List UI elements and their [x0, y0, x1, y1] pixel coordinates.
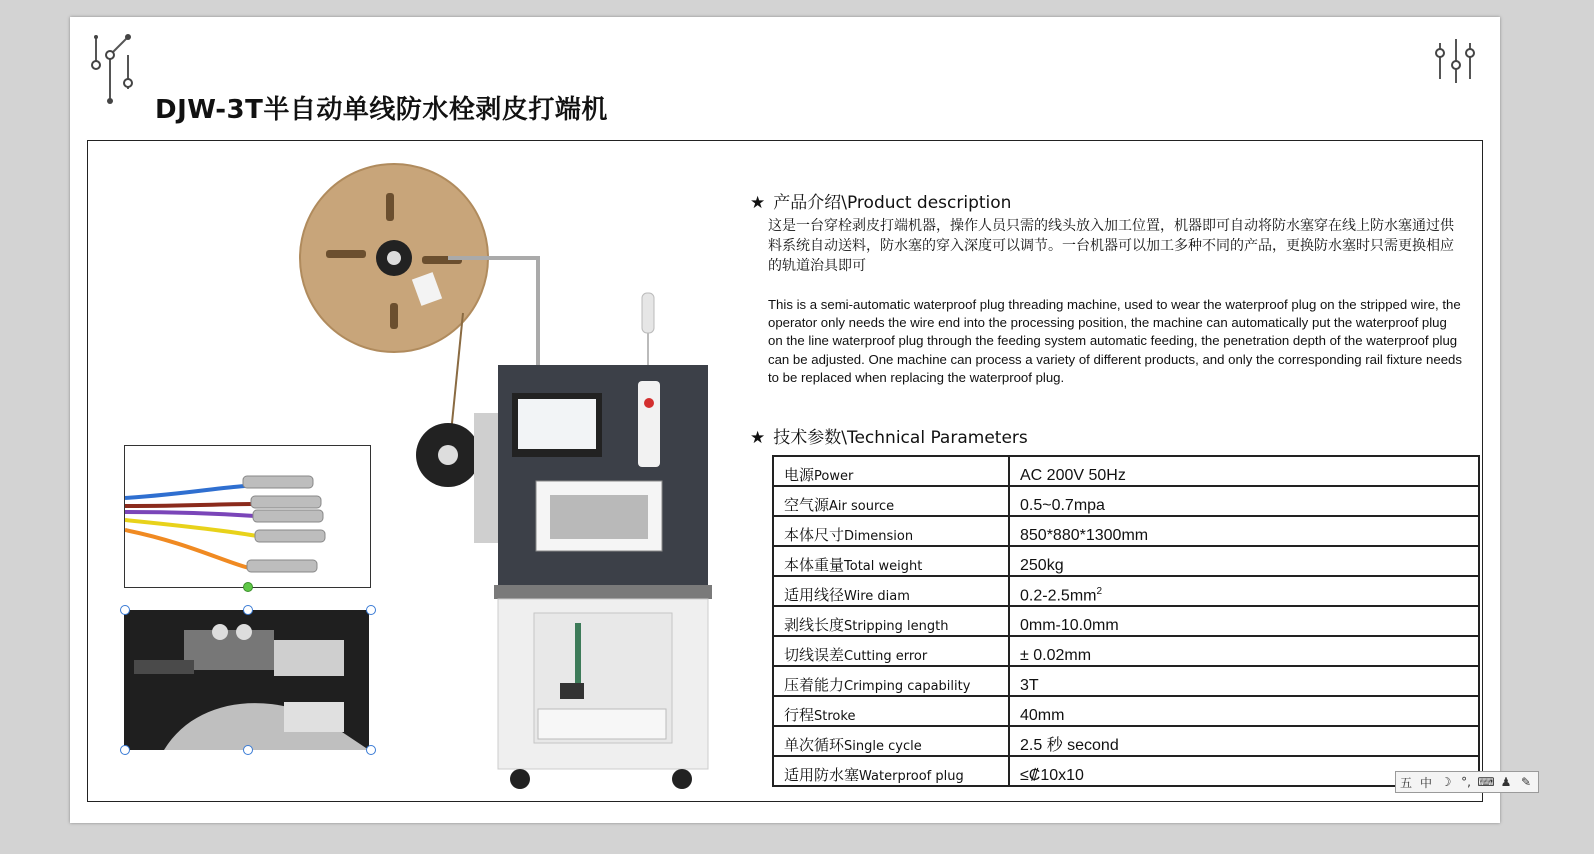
ime-toolbar-item[interactable]: ✎	[1520, 775, 1532, 789]
parameter-value-text: ± 0.02mm	[1020, 647, 1092, 664]
parameter-value-text: 3T	[1020, 677, 1039, 694]
parameter-value-text: 2.5 秒 second	[1020, 737, 1119, 754]
ime-toolbar-item[interactable]: 中	[1419, 775, 1432, 790]
parameter-row	[773, 546, 1479, 576]
wire-sample-graphic	[125, 446, 370, 587]
parameter-key-en: Power	[814, 469, 854, 484]
parameter-key-en: Stripping length	[844, 619, 949, 634]
parameter-key-en: Total weight	[844, 559, 923, 574]
selection-handle-icon[interactable]	[366, 605, 376, 615]
rotate-handle-icon[interactable]	[243, 582, 253, 592]
selection-handle-icon[interactable]	[366, 745, 376, 755]
parameter-value-text: 0mm-10.0mm	[1020, 617, 1119, 634]
parameter-value-text: 40mm	[1020, 707, 1065, 724]
parameter-key	[773, 486, 1009, 516]
parameter-value	[1009, 636, 1479, 666]
ime-toolbar-item[interactable]: ♟	[1500, 775, 1512, 789]
parameter-value	[1009, 576, 1479, 606]
selection-handle-icon[interactable]	[243, 745, 253, 755]
parameter-key-en: Crimping capability	[844, 679, 971, 694]
ime-toolbar[interactable]	[1395, 771, 1539, 793]
parameter-key-cn: 压着能力	[784, 676, 845, 694]
parameter-key-cn: 电源	[784, 466, 815, 484]
parameter-key	[773, 666, 1009, 696]
star-icon: ★	[750, 428, 766, 448]
parameter-value-text: 850*880*1300mm	[1020, 527, 1149, 544]
ime-toolbar-item[interactable]: 五	[1399, 775, 1412, 790]
wire-sample-image	[124, 445, 371, 588]
parameter-value	[1009, 666, 1479, 696]
parameter-key	[773, 576, 1009, 606]
parameter-value-text: ≤₡10x10	[1020, 767, 1084, 784]
parameter-row	[773, 576, 1479, 606]
parameter-row	[773, 486, 1479, 516]
selection-handle-icon[interactable]	[120, 605, 130, 615]
parameter-row	[773, 636, 1479, 666]
parameters-table	[772, 455, 1480, 787]
circuit-decoration-right-icon	[1432, 37, 1478, 85]
parameter-key	[773, 636, 1009, 666]
parameter-key	[773, 606, 1009, 636]
parameter-key	[773, 516, 1009, 546]
parameter-key-cn: 本体重量	[784, 556, 845, 574]
product-description-heading	[750, 188, 1011, 213]
parameter-value	[1009, 606, 1479, 636]
star-icon: ★	[750, 193, 766, 213]
parameter-value	[1009, 456, 1479, 486]
parameter-key-cn: 单次循环	[784, 736, 845, 754]
parameter-key	[773, 546, 1009, 576]
parameter-key	[773, 696, 1009, 726]
parameter-key-cn: 空气源	[784, 496, 830, 514]
parameter-row	[773, 696, 1479, 726]
parameter-row	[773, 756, 1479, 786]
parameter-value-superscript: 2	[1096, 585, 1103, 597]
parameter-row	[773, 516, 1479, 546]
mechanism-detail-graphic	[124, 610, 369, 750]
parameter-row	[773, 606, 1479, 636]
circuit-decoration-left-icon	[88, 29, 138, 105]
parameter-key-en: Waterproof plug	[859, 769, 964, 784]
parameter-key	[773, 756, 1009, 786]
slide-title: DJW-3T半自动单线防水栓剥皮打端机	[155, 95, 608, 125]
parameter-row	[773, 666, 1479, 696]
parameter-key	[773, 456, 1009, 486]
parameter-row	[773, 456, 1479, 486]
mechanism-detail-image[interactable]	[124, 610, 369, 750]
selection-handle-icon[interactable]	[120, 745, 130, 755]
parameter-key-cn: 切线误差	[784, 646, 845, 664]
technical-parameters-heading-text: 技术参数\Technical Parameters	[773, 428, 1028, 448]
product-description-cn: 这是一台穿栓剥皮打端机器，操作人员只需的线头放入加工位置，机器即可自动将防水塞穿在线上防水塞通过供料系统自动送料，防水塞的穿入深度可以调节。一台机器可以加工多种不同的产品，更换防水塞时只需更换相应的轨道治具即可	[768, 218, 1454, 274]
ime-toolbar-item[interactable]: ☽	[1440, 775, 1452, 789]
parameter-key-en: Single cycle	[844, 739, 922, 754]
parameter-value	[1009, 726, 1479, 756]
parameter-key-cn: 行程	[784, 706, 815, 724]
parameter-value	[1009, 696, 1479, 726]
parameter-value	[1009, 486, 1479, 516]
product-description-en: This is a semi-automatic waterproof plug threading machine, used to wear the waterproof plug on the stripped wire, the operator only needs the wire end into the processing position, the machine can automatically put the waterproof plug on the line waterproof plug through the feeding system automatic feeding, the penetration depth of the waterproof plug can be adjusted. One machine can process a variety of different products, and only the corresponding rail fixture needs to be replaced when replacing the waterproof plug.	[768, 297, 1462, 385]
parameter-value-text: 0.2-2.5mm	[1020, 587, 1097, 604]
parameter-value	[1009, 516, 1479, 546]
parameter-value-text: 0.5~0.7mpa	[1020, 497, 1105, 514]
ime-toolbar-item[interactable]: ⌨	[1477, 775, 1495, 789]
parameter-value-text: 250kg	[1020, 557, 1064, 574]
parameter-key-cn: 适用防水塞	[784, 766, 860, 784]
parameter-row	[773, 726, 1479, 756]
technical-parameters-heading	[750, 423, 1028, 448]
parameter-value-text: AC 200V 50Hz	[1020, 467, 1126, 484]
parameter-key-en: Wire diam	[844, 589, 910, 604]
parameter-key	[773, 726, 1009, 756]
parameter-key-en: Dimension	[844, 529, 914, 544]
parameter-key-cn: 适用线径	[784, 586, 845, 604]
slide	[70, 17, 1500, 823]
selection-handle-icon[interactable]	[243, 605, 253, 615]
parameter-key-en: Air source	[829, 499, 895, 514]
ime-toolbar-item[interactable]: °,	[1461, 775, 1471, 789]
product-description-heading-text: 产品介绍\Product description	[773, 193, 1012, 213]
parameter-key-cn: 剥线长度	[784, 616, 845, 634]
parameter-value	[1009, 546, 1479, 576]
parameter-key-en: Cutting error	[844, 649, 928, 664]
parameter-key-cn: 本体尺寸	[784, 526, 845, 544]
parameter-key-en: Stroke	[814, 709, 856, 724]
